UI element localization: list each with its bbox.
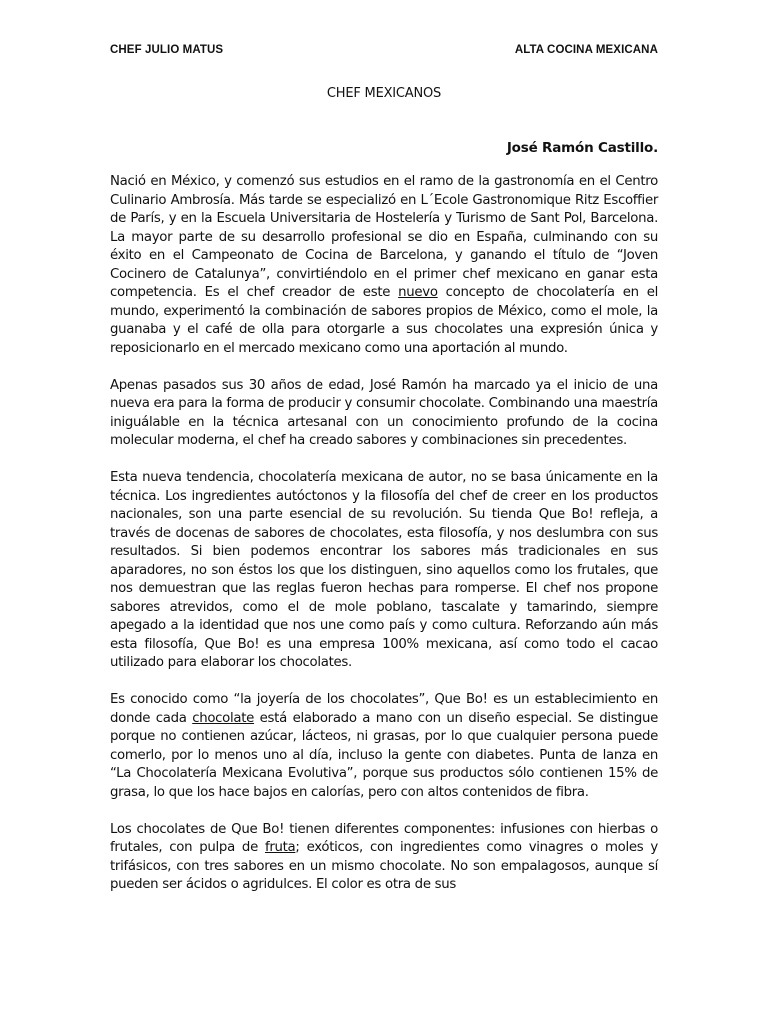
paragraph-4: Es conocido como “la joyería de los chocolates”, Que Bo! es un establecimiento en donde cada chocolate está elaborado a mano con un diseño especial. Se distingue porque no contienen azúcar, lácteos, ni grasas, por lo que cualquier persona puede comerlo, por lo menos uno al día, incluso la gente con diabetes. Punta de lanza en “La Chocolatería Mexicana Evolutiva”, porque sus productos sólo contienen 15% de grasa, lo que los hace bajos en calorías, pero con altos contenidos de fibra. [110,692,658,800]
header-right: ALTA COCINA MEXICANA [514,44,658,56]
page-header [110,44,658,56]
article-body [110,173,658,913]
author-name: José Ramón Castillo. [506,140,658,156]
link-fruta[interactable]: fruta [264,840,296,855]
page-title: CHEF MEXICANOS [326,86,442,101]
paragraph-2: Apenas pasados sus 30 años de edad, José Ramón ha marcado ya el inicio de una nueva era para la forma de producir y consumir chocolate. Combinando una maestría iniguálable en la técnica artesanal con un conocimiento profundo de la cocina molecular moderna, el chef ha creado sabores y combinaciones sin precedentes. [110,377,658,448]
paragraph-5: Los chocolates de Que Bo! tienen diferentes componentes: infusiones con hierbas o frutales, con pulpa de fruta; exóticos, con ingredientes como vinagres o moles y trifásicos, con tres sabores en un mismo chocolate. No son empalagosos, aunque sí pueden ser ácidos o agridulces. El color es otra de sus [110,821,658,892]
link-nuevo[interactable]: nuevo [398,285,438,300]
paragraph-1: Nació en México, y comenzó sus estudios en el ramo de la gastronomía en el Centro Culinario Ambrosía. Más tarde se especializó en L´Ecole Gastronomique Ritz Escoffier de París, y en la Escuela Universitaria de Hostelería y Turismo de Sant Pol, Barcelona. La mayor parte de su desarrollo profesional se dio en España, culminando con su éxito en el Campeonato de Cocina de Barcelona, y ganando el título de “Joven Cocinero de Catalunya”, convirtiéndolo en el primer chef mexicano en ganar esta competencia. Es el chef creador de este nuevo concepto de chocolatería en el mundo, experimentó la combinación de sabores propios de México, como el mole, la guanaba y el café de olla para otorgarle a sus chocolates una expresión única y reposicionarlo en el mercado mexicano como una aportación al mundo. [110,174,659,356]
link-chocolate[interactable]: chocolate [192,710,255,726]
header-left: CHEF JULIO MATUS [110,44,224,56]
paragraph-3: Esta nueva tendencia, chocolatería mexicana de autor, no se basa únicamente en la técnica. Los ingredientes autóctonos y la filosofía del chef de creer en los productos nacionales, son una parte esencial de su revolución. Su tienda Que Bo! refleja, a través de docenas de sabores de chocolates, esta filosofía, y nos deslumbra con sus resultados. Si bien podemos encontrar los sabores más tradicionales en sus aparadores, no son éstos los que los distinguen, sino aquellos como los frutales, que nos demuestran que las reglas fueron hechas para romperse. El chef nos propone sabores atrevidos, como el de mole poblano, tascalate y tamarindo, siempre apegado a la identidad que nos une como país y como cultura. Reforzando aún más esta filosofía, Que Bo! es una empresa 100% mexicana, así como todo el cacao utilizado para elaborar los chocolates. [110,470,658,670]
